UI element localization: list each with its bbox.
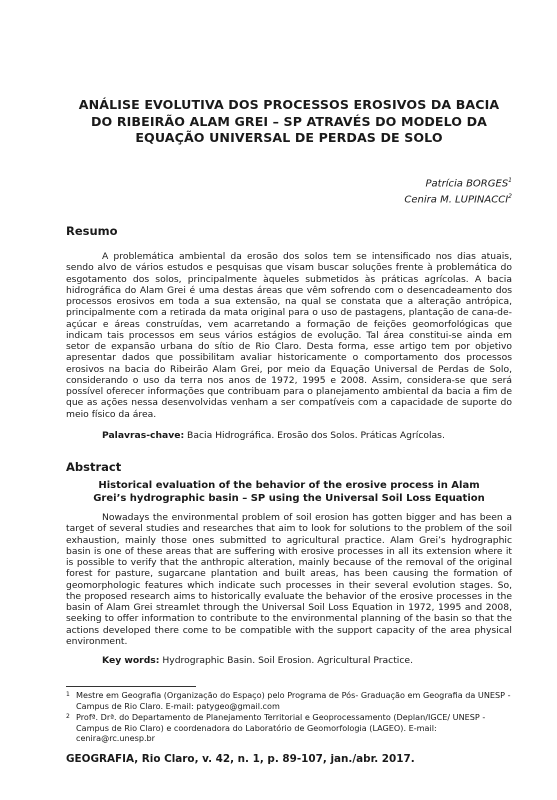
footnote-mark: 1 (66, 691, 70, 698)
author-footnote-mark: 2 (508, 193, 512, 200)
abstract-text: Nowadays the environmental problem of soil erosion has gotten bigger and has been a target of several studies and researches that aim to look for solutions to the problem of the soil exhaustion, mainly those ones submitted to agricultural practice. Alam Grei’s hydrographic basin is one of these areas that are suffering with erosive processes in all its extension where it is possible to verify that the anthropic alteration, mainly because of the removal of the original forest for pasture, sugarcane plantation and built areas, has been causing the formation of geomorphologic features which indicate such processes in their several evolution stages. So, the proposed research aims to historically evaluate the behavior of the erosive processes in the basin of Alam Grei streamlet through the Universal Soil Loss Equation in 1972, 1995 and 2008, seeking to offer information to contribute to the environmental planning of the basin so that the actions developed there come to be compatible with the support capacity of the area physical environment. (66, 512, 512, 647)
abstract-keywords (66, 655, 512, 666)
english-title-line: Grei’s hydrographic basin – SP using the Universal Soil Loss Equation (93, 492, 485, 504)
footnote-text: Profª. Drª. do Departamento de Planejamento Territorial e Geoprocessamento (Deplan/IGCE/ UNESP - Campus de Rio Claro) e coordenadora do Laboratório de Geomorfologia (LAGEO). E-mail: cenira@rc.unesp.br (76, 712, 486, 744)
english-title-line: Historical evaluation of the behavior of the erosive process in Alam (98, 480, 480, 491)
footnote-text: Mestre em Geografia (Organização do Espaço) pelo Programa de Pós- Graduação em Geografia da UNESP - Campus de Rio Claro. E-mail: patygeo@gmail.com (76, 690, 511, 711)
author-lupinacci (404, 191, 512, 206)
english-title (66, 480, 512, 506)
footnote-2 (66, 712, 512, 744)
keywords-label: Key words: (102, 655, 160, 666)
article-title (66, 97, 512, 147)
author-name: Cenira M. LUPINACCI (404, 194, 509, 206)
keywords-label: Palavras-chave: (102, 430, 185, 441)
author-name: Patrícia BORGES (425, 178, 509, 190)
author-borges (426, 175, 512, 190)
keywords-value: Hydrographic Basin. Soil Erosion. Agricultural Practice. (162, 655, 413, 666)
footnote-mark: 2 (66, 713, 70, 720)
title-line: EQUAÇÃO UNIVERSAL DE PERDAS DE SOLO (135, 130, 443, 145)
author-footnote-mark: 1 (508, 177, 512, 184)
footnote-separator (66, 686, 196, 687)
title-line: ANÁLISE EVOLUTIVA DOS PROCESSOS EROSIVOS DA BACIA (78, 97, 500, 112)
keywords-value: Bacia Hidrográfica. Erosão dos Solos. Práticas Agrícolas. (187, 430, 445, 441)
title-line: DO RIBEIRÃO ALAM GREI – SP ATRAVÉS DO MODELO DA (90, 113, 487, 129)
abstract-heading: Abstract (66, 460, 122, 474)
resumo-heading: Resumo (66, 224, 118, 238)
journal-citation: GEOGRAFIA, Rio Claro, v. 42, n. 1, p. 89-107, jan./abr. 2017. (66, 753, 415, 765)
resumo-text: A problemática ambiental da erosão dos solos tem se intensificado nos dias atuais, sendo alvo de vários estudos e pesquisas que visam buscar soluções frente à problemática do esgotamento dos solos, principalmente àqueles submetidos às práticas agrícolas. A bacia hidrográfica do Alam Grei é uma destas áreas que vêm sofrendo com o desencadeamento dos processos erosivos em toda a sua extensão, na qual se constata que a alteração antrópica, principalmente com a retirada da mata original para o uso de pastagens, plantação de cana-de-açúcar e áreas construídas, vem acarretando a formação de feições geomorfológicas que indicam tais processos em seus vários estágios de evolução. Tal área constitui-se ainda em setor de expansão urbana do sítio de Rio Claro. Desta forma, esse artigo tem por objetivo apresentar dados que possibilitam avaliar historicamente o comportamento dos processos erosivos na bacia do Ribeirão Alam Grei, por meio da Equação Universal de Perdas de Solo, considerando o uso da terra nos anos de 1972, 1995 e 2008. Assim, considera-se que será possível oferecer informações que contribuam para o planejamento ambiental da bacia a fim de que as ações nessa desenvolvidas venham a ser compatíveis com a capacidade de suporte do meio físico da área. (66, 251, 512, 420)
resumo-keywords (66, 430, 512, 441)
footnote-1 (66, 690, 512, 711)
